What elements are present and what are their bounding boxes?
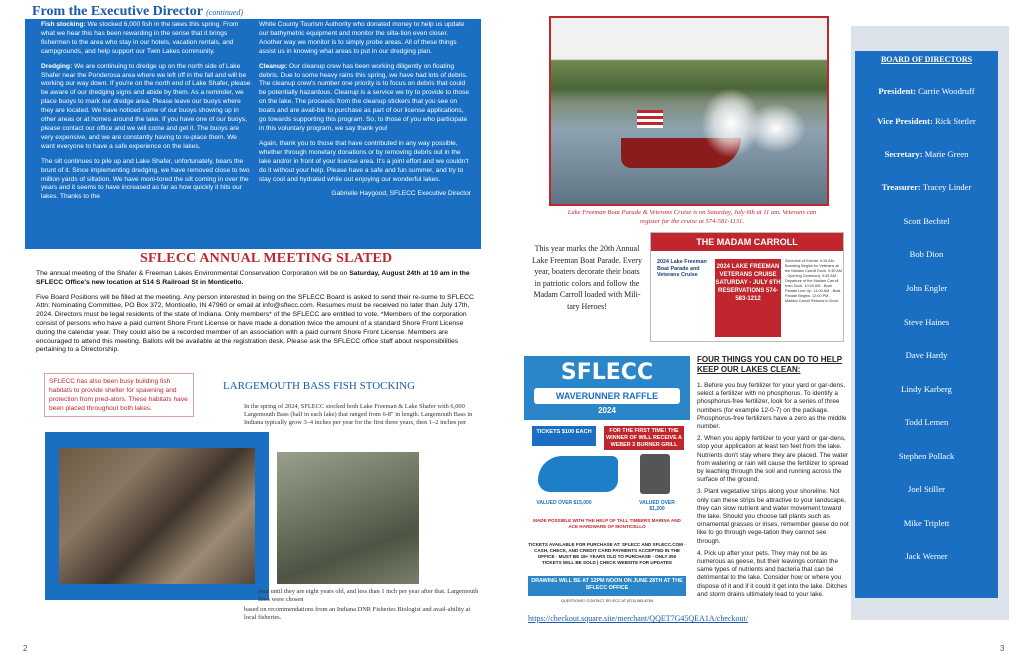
flag-icon bbox=[637, 110, 663, 128]
tip-item: 2. When you apply fertilizer to your yard or gar-dens, stop your application at least ten feet from the lake. Nutrients don't stay where they are placed. The water from watering or rain will cause the fertilizer to spread by leaching through the soil and running across the surface of the ground. bbox=[697, 435, 849, 484]
bass-stocking-text: In the spring of 2024, SFLECC stocked both Lake Freeman & Lake Shafer with 6,000 Largemouth Bass (half in each lake) that ranged from 6-8" in length. Largemouth Bass in Indiana typically grow 3–4 inches per year for the first three years, then 1–2 inches per bbox=[244, 403, 473, 427]
fish-release-photo bbox=[277, 452, 419, 584]
fish-photo-frame bbox=[45, 432, 269, 600]
board-officer: Treasurer: Tracey Linder bbox=[881, 182, 972, 192]
raffle-checkout-link[interactable]: https://checkout.square.site/merchant/QQET7G45QEA1A/checkout/ bbox=[528, 614, 748, 623]
page-number-left: 2 bbox=[23, 644, 28, 653]
board-officer: Secretary: Marie Green bbox=[884, 149, 969, 159]
exec-column-2 bbox=[259, 21, 471, 205]
board-member: Todd Lemen bbox=[904, 417, 949, 427]
exec-paragraph: White County Tourism Authority who donated money to help us update our bathymetric equipment and monitor the silta-tion even closer. Another way we monitor is to simply probe areas. All of these things assist us in knowing what areas to put in our dredging plan. bbox=[259, 21, 465, 55]
waverunner-raffle-flyer bbox=[524, 356, 690, 610]
exec-paragraph: The silt continues to pile up and Lake Shafer, unfortunately, bears the brunt of it. Since implementing dredging, we have removed close to two million yards of siltation. We have moni-tored the silt coming in over the years and it seems to have increased as far as how quickly it hits our lakes. Thanks to the bbox=[41, 157, 250, 201]
tip-item: 3. Plant vegetative strips along your shoreline. Not only can these strips be attractive to your landscape, they can slow nutrient and water movement toward the lake. Should you choose tall plants such as ornamental grasses or irises, remember geese do not like to go through vege-tation they cannot see through. bbox=[697, 488, 849, 545]
parade-text: This year marks the 20th Annual Lake Freeman Boat Parade. Every year, boaters decorate their boats in patriotic colors and follow the Madam Carroll loaded with Mili-tary Heroes! bbox=[532, 244, 642, 311]
raffle-year: 2024 bbox=[598, 406, 616, 415]
exec-paragraph: Again, thank you to those that have contributed in any way possible, whether through monetary donations or by removing debris out in the lake and/or in front of your license area. It's a joint effort and we couldn't do it without your help. Please have a safe and fun summer, and try to stay cool and hydrated while out enjoying our wonderful lakes. bbox=[259, 139, 469, 183]
annual-meeting-heading: SFLECC ANNUAL MEETING SLATED bbox=[140, 251, 393, 266]
raffle-ticket-price: TICKETS $100 EACH bbox=[532, 426, 596, 446]
board-member: Bob Dion bbox=[909, 249, 944, 259]
madam-carroll-flyer bbox=[650, 232, 844, 342]
raffle-drawing-info: DRAWING WILL BE AT 12PM NOON ON JUNE 28TH AT THE SFLECC OFFICE bbox=[528, 576, 686, 596]
exec-paragraph: Fish stocking: We stocked 6,000 fish in the lakes this spring. From what we hear this has been rewarding in the sense that it brings fishermen to the area who stay in our hotels, vacation rentals, and campgrounds, and help support our Twin Lakes community. bbox=[41, 21, 239, 55]
carroll-schedule: Schedule of Events: 9:15 AM - Boarding Begins for Veterans at the Madam Carroll Dock. 9:30 AM - Opening Ceremony. 9:45 AM - Departure of the Madam Carroll from Dock. 10:00 AM - Boat Parade Line Up. 11:00 AM - Boat Parade Begins. 12:00 PM - Madam Carroll Returns to Dock. bbox=[785, 259, 842, 303]
annual-meeting-body bbox=[36, 270, 484, 361]
exec-director-heading: From the Executive Director (continued) bbox=[32, 4, 244, 19]
bass-stocking-text-end: based on recommendations from an Indiana DNR Fisheries Biologist and avail-ability at local fisheries. bbox=[244, 606, 471, 622]
exec-paragraph: Cleanup: Our cleanup crew has been working diligently on floating debris. Due to some heavy rains this spring, we have had lots of debris. The cleanup crew's number one priority is to focus on debris that could be potentially hazardous. Cleanup is a service we try to provide to those on the lake. The proceeds from the cleanup stickers that you see on boats and are avail-ble to purchase as part of our license applications, go towards supporting this program. So, to those of you who participate in this voluntary program, we say thank you! bbox=[259, 62, 470, 132]
carroll-cruise-info: 2024 LAKE FREEMAN VETERANS CRUISE SATURDAY - JULY 6TH RESERVATIONS 574-583-1212 bbox=[715, 259, 781, 337]
board-member: Mike Triplett bbox=[903, 518, 950, 528]
raffle-value-jetski: VALUED OVER $15,000 bbox=[536, 500, 592, 506]
board-member: Scott Bechtel bbox=[903, 216, 950, 226]
board-member: John Engler bbox=[905, 283, 948, 293]
exec-signature: Gabrielle Haygood, SFLECC Executive Director bbox=[331, 190, 471, 198]
board-member: Steve Haines bbox=[903, 317, 950, 327]
clean-lakes-list bbox=[697, 382, 849, 603]
board-title: BOARD OF DIRECTORS bbox=[880, 55, 973, 64]
water-spray bbox=[746, 103, 806, 153]
raffle-value-grill: VALUED OVER $1,200 bbox=[639, 500, 675, 512]
jetski-icon bbox=[538, 456, 618, 492]
annual-paragraph-1: The annual meeting of the Shafer & Freeman Lakes Environmental Conservation Corporation will be on Saturday, August 24th at 10 am in the SFLECC Office's new location at 514 S Railroad St in Monticello. bbox=[36, 270, 470, 286]
exec-paragraph: Dredging: We are continuing to dredge up on the north side of Lake Shafer near the Ponderosa area where we left off in the fall and will be working our way down. If you're on the north end of Lake Shafer, please be aware of our dredging signs and abide by them. As a reminder, we place buoys to mark our dredge area. Please leave our buoys where they are located. We have noticed some of our buoys showing up in other areas or at homes around the lake. If you have one of our buoys, please contact our office and we will come and get it. The buoys are very expensive, and we are constantly having to re-place them. We want everyone to have a safe experience on the lakes. bbox=[41, 62, 251, 150]
page-number-right: 3 bbox=[1000, 644, 1005, 653]
board-member: Dave Hardy bbox=[905, 350, 948, 360]
fish-photo bbox=[59, 448, 255, 584]
board-member: Stephen Pollack bbox=[898, 451, 955, 461]
tip-item: 1. Before you buy fertilizer for your yard or gar-dens, select a fertilizer with no phosphorus. To identify a phosphorus-free fertilizer, look for a series of three numbers (for example 12-0-7) on the package. Phosphorus-free fertilizers have a zero as the middle number. bbox=[697, 382, 847, 431]
board-officer: President: Carrie Woodruff bbox=[878, 86, 975, 96]
continued-label: (continued) bbox=[206, 8, 244, 17]
carroll-header: THE MADAM CARROLL bbox=[651, 233, 843, 251]
clean-lakes-heading: FOUR THINGS YOU CAN DO TO HELP KEEP OUR LAKES CLEAN: bbox=[697, 355, 843, 374]
annual-paragraph-2: Five Board Positions will be filled at the meeting. Any person interested in being on the SFLECC Board is asked to send their re-sume to SFLECC Attn: Nominating Committee, PO Box 372, Monticello, IN 47960 or email at info@sflecc.com. Resumes must be received no later than July 17th, 2024. Directors must be legal residents of the state of Indiana. Only members* of the SFLECC are entitled to vote. *Members of the corporation consist of persons who have a paid current Shore Front License or have made a donation twice the amount of a standard Shore Front License during the calendar year. They could also be a recorded member of an association with a paid current Shore Front License. Members are encouraged to attend this meeting. Ballots will be available at the registration desk. Please ask the SFLECC office staff about responsibilities pertaining to a Directorship. bbox=[36, 293, 474, 354]
boat-parade-caption: Lake Freeman Boat Parade & Veterans Cruise is on Saturday, July 6th at 11 am. Veterans can register for the cruise at 574-581-1131. bbox=[567, 209, 817, 225]
raffle-purchase-info: TICKETS AVAILABLE FOR PURCHASE AT: SFLECC AND SFLECC.COM · CASH, CHECK, AND CREDIT CARD PAYMENTS ACCEPTED IN THE OFFICE · MUST BE 18+ YEARS OLD TO PURCHASE · ONLY 250 TICKETS WILL BE SOLD | CHECK WEBSITE FOR UPDATES bbox=[528, 542, 686, 565]
board-member: Joel Stiller bbox=[908, 484, 945, 494]
board-of-directors-panel bbox=[855, 51, 998, 598]
board-member: Jack Werner bbox=[905, 551, 948, 561]
tip-item: 4. Pick up after your pets. They may not be as numerous as geese, but their leavings contain the same types of nutrients and bacteria that can be detrimental to the lake. Consider how or where you dispose of it and if it could it get into the lake. Ditches and storm drains ultimately lead to your lake. bbox=[697, 549, 848, 598]
carroll-subtitle: 2024 Lake Freeman Boat Parade and Veterans Cruise bbox=[657, 259, 707, 279]
fish-habitat-note: SFLECC has also been busy building fish habitats to provide shelter for spawning and protection from pred-ators. These habitats have been placed throughout both lakes. bbox=[44, 373, 194, 417]
board-officer: Vice President: Rick Stetler bbox=[877, 116, 976, 126]
boat-parade-photo bbox=[549, 16, 829, 206]
bass-stocking-heading: LARGEMOUTH BASS FISH STOCKING bbox=[223, 380, 416, 392]
raffle-banner: WAVERUNNER RAFFLE bbox=[534, 388, 680, 404]
raffle-title: SFLECC bbox=[560, 360, 654, 385]
raffle-sponsors: MADE POSSIBLE WITH THE HELP OF TALL TIMBERS MARINA AND ACE HARDWARE OF MONTICELLO bbox=[533, 518, 681, 529]
exec-director-box bbox=[25, 19, 481, 249]
raffle-contact: QUESTIONS? CONTACT SFLECC AT (574) 583-8784 bbox=[561, 599, 653, 603]
bass-stocking-text-cont: year until they are eight years old, and less than 1 inch per year after that. Largemouth Bass were chosen bbox=[258, 588, 479, 604]
raffle-first-time: FOR THE FIRST TIME! THE WINNER OF WILL RECEIVE A WEBER 3 BURNER GRILL bbox=[604, 426, 684, 450]
exec-column-1 bbox=[41, 21, 251, 208]
board-member: Lindy Karberg bbox=[901, 384, 952, 394]
grill-icon bbox=[640, 454, 670, 494]
